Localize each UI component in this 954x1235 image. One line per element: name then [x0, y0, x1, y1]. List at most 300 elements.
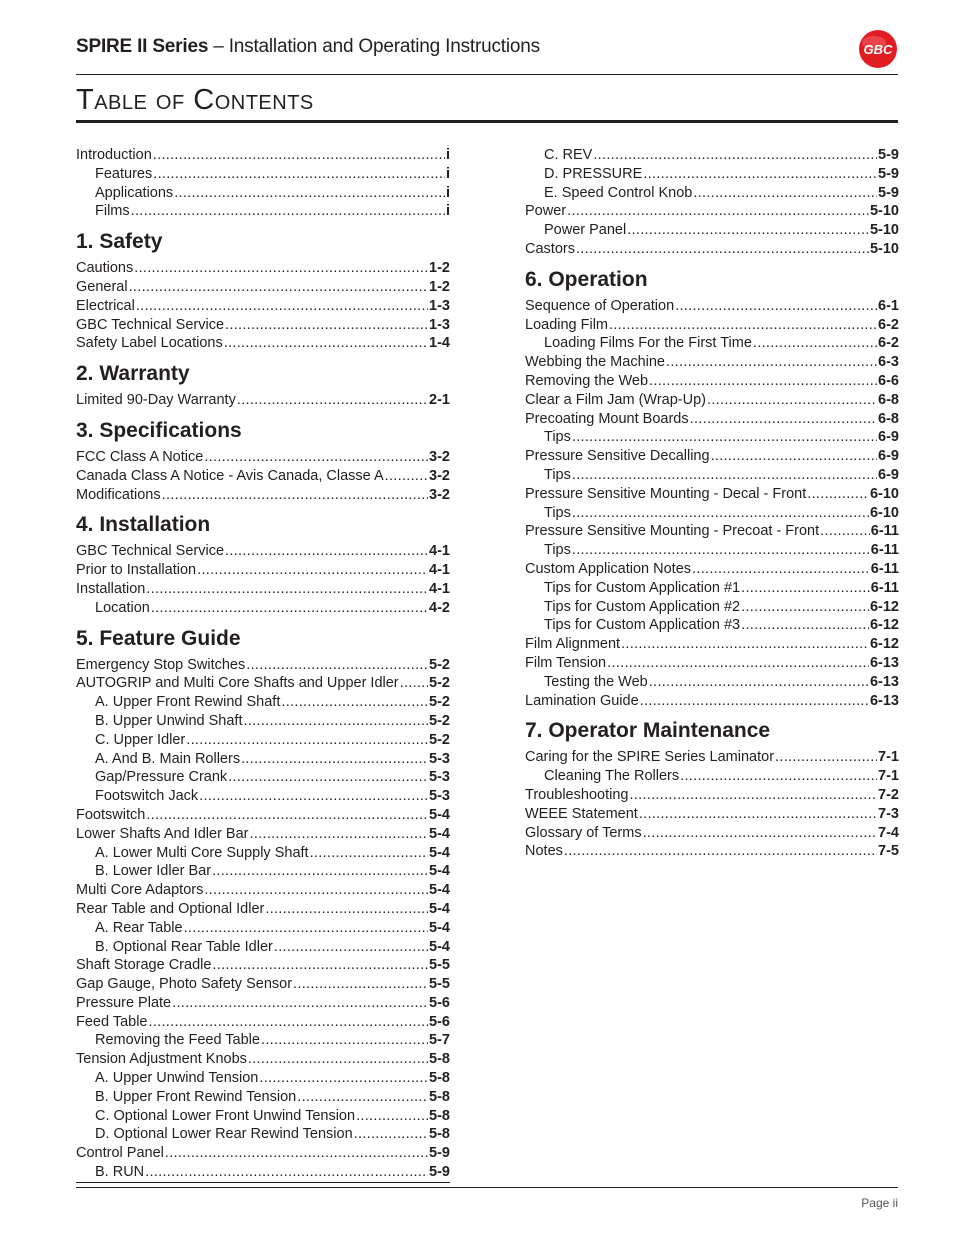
section-heading-safety[interactable]: 1. Safety [76, 230, 163, 254]
toc-entry-label: Introduction [76, 147, 152, 163]
toc-entry-label: Tension Adjustment Knobs [76, 1051, 247, 1068]
dot-leader [225, 316, 428, 335]
toc-entry[interactable] [525, 767, 899, 786]
toc-entry-page: 5-4 [429, 825, 450, 842]
toc-entry-label: Pressure Sensitive Mounting - Decal - Front [525, 485, 807, 502]
dot-leader [204, 448, 428, 467]
toc-entry[interactable] [76, 278, 450, 297]
dot-leader [241, 750, 428, 769]
dot-leader [184, 919, 428, 938]
toc-entry-label: Removing the Web [525, 372, 649, 389]
toc-entry[interactable] [76, 900, 450, 919]
toc-entry[interactable] [525, 748, 899, 767]
toc-entry[interactable] [76, 334, 450, 353]
toc-entry-page: 5-2 [429, 712, 450, 729]
dot-leader [627, 221, 869, 240]
toc-entry-label: Feed Table [76, 1013, 148, 1030]
toc-entry-label: Tips [544, 542, 571, 559]
toc-entry[interactable] [76, 580, 450, 599]
toc-entry-page: i [445, 147, 450, 163]
toc-entry[interactable] [525, 240, 899, 259]
document-subtitle: – Installation and Operating Instructions [208, 36, 540, 57]
dot-leader [274, 938, 428, 957]
toc-entry-label: GBC Technical Service [76, 316, 225, 333]
toc-entry[interactable] [525, 316, 899, 335]
toc-entry[interactable] [525, 579, 899, 598]
dot-leader [148, 1013, 428, 1032]
toc-entry[interactable] [525, 842, 899, 861]
toc-entry-page: 3-2 [429, 486, 450, 503]
toc-group-specifications [76, 448, 450, 504]
toc-entry-page: 6-13 [869, 654, 899, 671]
dot-leader [400, 674, 428, 693]
dot-leader [572, 541, 870, 560]
toc-entry-label: Lower Shafts And Idler Bar [76, 825, 249, 842]
toc-entry-label: D. Optional Lower Rear Rewind Tension [95, 1126, 353, 1143]
toc-entry[interactable] [525, 805, 899, 824]
section-heading-feature-guide[interactable]: 5. Feature Guide [76, 626, 241, 650]
dot-leader [753, 334, 877, 353]
toc-entry-label: Troubleshooting [525, 786, 629, 803]
toc-entry-page: 5-3 [429, 788, 450, 805]
toc-entry[interactable] [525, 635, 899, 654]
dot-leader [741, 579, 870, 598]
dot-leader [212, 956, 428, 975]
toc-entry-label: Films [95, 203, 130, 220]
toc-entry-label: Rear Table and Optional Idler [76, 900, 265, 917]
toc-entry-page: 5-8 [429, 1088, 450, 1105]
toc-entry[interactable] [76, 165, 450, 184]
dot-leader [572, 466, 877, 485]
toc-entry-label: Power [525, 203, 567, 220]
toc-group-maintenance [525, 748, 899, 861]
logo-text: GBC [863, 42, 893, 57]
toc-column-right [525, 146, 899, 861]
dot-leader [572, 504, 869, 523]
toc-entry-label: Precoating Mount Boards [525, 410, 689, 427]
toc-entry-page: 5-10 [869, 203, 899, 220]
toc-entry-label: Tips for Custom Application #3 [544, 617, 741, 634]
toc-column-left [76, 146, 450, 1183]
toc-entry-page: 6-11 [870, 560, 899, 577]
page-title: Table of Contents [76, 84, 314, 116]
toc-entry[interactable] [76, 259, 450, 278]
toc-group-installation [76, 542, 450, 617]
toc-entry[interactable] [76, 391, 450, 410]
dot-leader [649, 372, 877, 391]
dot-leader [145, 1163, 428, 1182]
toc-entry[interactable] [525, 297, 899, 316]
dot-leader [707, 391, 877, 410]
toc-entry-page: 6-9 [878, 448, 899, 465]
toc-entry[interactable] [76, 956, 450, 975]
toc-entry-page: 5-4 [429, 938, 450, 955]
toc-entry[interactable] [76, 542, 450, 561]
toc-entry[interactable] [76, 712, 450, 731]
toc-entry-label: Footswitch [76, 806, 146, 823]
dot-leader [134, 259, 428, 278]
toc-entry-page: 5-9 [429, 1145, 450, 1162]
toc-entry[interactable] [76, 1050, 450, 1069]
toc-entry-label: A. Upper Front Rewind Shaft [95, 694, 281, 711]
dot-leader [572, 428, 877, 447]
toc-entry-label: Castors [525, 240, 575, 257]
toc-entry-label: A. Lower Multi Core Supply Shaft [95, 844, 309, 861]
toc-entry-label: General [76, 278, 128, 295]
toc-entry-label: Pressure Plate [76, 994, 172, 1011]
toc-entry-page: 6-11 [870, 579, 899, 596]
dot-leader [129, 278, 428, 297]
toc-entry[interactable] [76, 656, 450, 675]
toc-entry[interactable] [525, 616, 899, 635]
toc-entry[interactable] [76, 486, 450, 505]
dot-leader [186, 731, 428, 750]
toc-entry-label: Pressure Sensitive Mounting - Precoat - Front [525, 523, 820, 540]
dot-leader [204, 881, 428, 900]
toc-entry[interactable] [525, 485, 899, 504]
toc-entry-page: 5-6 [429, 1013, 450, 1030]
dot-leader [643, 824, 877, 843]
toc-entry-page: 1-3 [429, 297, 450, 314]
toc-entry-page: 1-3 [429, 316, 450, 333]
dot-leader [385, 467, 428, 486]
toc-entry[interactable] [525, 184, 899, 203]
toc-entry[interactable] [525, 522, 899, 541]
dot-leader [250, 825, 429, 844]
toc-entry[interactable] [76, 787, 450, 806]
toc-entry-page: 5-2 [429, 731, 450, 748]
toc-entry-page: 6-12 [869, 598, 899, 615]
toc-entry-label: Caring for the SPIRE Series Laminator [525, 749, 775, 766]
toc-entry-label: B. RUN [95, 1164, 145, 1181]
dot-leader [293, 975, 428, 994]
dot-leader [244, 712, 429, 731]
dot-leader [297, 1088, 428, 1107]
toc-entry[interactable] [76, 1125, 450, 1144]
toc-entry-label: GBC Technical Service [76, 543, 225, 560]
toc-entry[interactable] [76, 938, 450, 957]
toc-entry-page: 5-10 [869, 240, 899, 257]
toc-entry-label: Cleaning The Rollers [544, 768, 680, 785]
dot-leader [162, 486, 428, 505]
toc-entry-page: 1-2 [429, 260, 450, 277]
toc-entry[interactable] [525, 165, 899, 184]
dot-leader [165, 1144, 428, 1163]
toc-entry-label: C. Optional Lower Front Unwind Tension [95, 1107, 356, 1124]
toc-entry[interactable] [76, 448, 450, 467]
toc-entry[interactable] [525, 353, 899, 372]
toc-entry-page: 6-12 [869, 617, 899, 634]
toc-entry-label: Cautions [76, 260, 134, 277]
toc-entry-page: 6-8 [878, 410, 899, 427]
dot-leader [228, 768, 428, 787]
dot-leader [153, 146, 445, 165]
toc-entry-page: 7-2 [878, 786, 899, 803]
toc-entry[interactable] [525, 673, 899, 692]
toc-entry-label: Lamination Guide [525, 692, 639, 709]
toc-entry[interactable] [76, 693, 450, 712]
toc-entry-page: 5-5 [429, 976, 450, 993]
toc-entry[interactable] [525, 541, 899, 560]
toc-entry[interactable] [76, 674, 450, 693]
toc-entry-page: 1-2 [429, 278, 450, 295]
dot-leader [151, 599, 428, 618]
dot-leader [174, 184, 445, 203]
toc-entry[interactable] [525, 466, 899, 485]
toc-entry-label: Gap/Pressure Crank [95, 769, 228, 786]
toc-entry[interactable] [76, 768, 450, 787]
toc-entry-label: Electrical [76, 297, 135, 314]
dot-leader [225, 542, 428, 561]
dot-leader [666, 353, 877, 372]
toc-entry[interactable] [525, 334, 899, 353]
toc-entry-page: 3-2 [429, 448, 450, 465]
toc-entry-page: 5-4 [429, 900, 450, 917]
toc-entry[interactable] [525, 410, 899, 429]
toc-entry[interactable] [76, 184, 450, 203]
toc-entry[interactable] [76, 862, 450, 881]
toc-entry[interactable] [76, 1088, 450, 1107]
dot-leader [621, 635, 869, 654]
dot-leader [224, 334, 428, 353]
toc-entry[interactable] [525, 221, 899, 240]
gbc-logo-icon [858, 29, 898, 69]
toc-entry[interactable] [76, 975, 450, 994]
toc-entry-label: C. Upper Idler [95, 731, 186, 748]
toc-entry-page: 5-6 [429, 994, 450, 1011]
toc-entry-page: 6-13 [869, 692, 899, 709]
dot-leader [237, 391, 428, 410]
toc-entry-page: 5-9 [878, 165, 899, 182]
toc-entry[interactable] [525, 428, 899, 447]
toc-entry-page: 5-8 [429, 1051, 450, 1068]
toc-entry-label: Removing the Feed Table [95, 1032, 260, 1049]
dot-leader [692, 560, 870, 579]
toc-entry-page: 4-1 [429, 562, 450, 579]
toc-entry-page: 5-4 [429, 882, 450, 899]
toc-entry-label: Emergency Stop Switches [76, 656, 246, 673]
toc-group-feature-guide-cont [525, 146, 899, 259]
dot-leader [246, 656, 428, 675]
toc-entry-page: 1-4 [429, 335, 450, 352]
toc-entry-page: 5-8 [429, 1070, 450, 1087]
section-heading-operation[interactable]: 6. Operation [525, 267, 648, 291]
toc-entry[interactable] [525, 786, 899, 805]
toc-entry[interactable] [76, 297, 450, 316]
document-title [76, 36, 540, 58]
title-rule [76, 120, 898, 123]
toc-entry[interactable] [525, 692, 899, 711]
dot-leader [649, 673, 869, 692]
toc-entry-label: Film Alignment [525, 636, 621, 653]
toc-entry-page: 5-8 [429, 1107, 450, 1124]
toc-entry-label: Webbing the Machine [525, 354, 665, 371]
toc-entry-label: Features [95, 165, 153, 182]
toc-entry-label: Sequence of Operation [525, 297, 675, 314]
toc-entry[interactable] [76, 467, 450, 486]
toc-entry-label: Prior to Installation [76, 562, 197, 579]
toc-entry[interactable] [76, 750, 450, 769]
toc-entry-page: 7-3 [878, 805, 899, 822]
toc-group-feature-guide [76, 656, 450, 1183]
toc-group-warranty [76, 391, 450, 410]
toc-entry[interactable] [76, 1013, 450, 1032]
toc-entry-label: Tips [544, 504, 571, 521]
toc-entry-label: Tips [544, 429, 571, 446]
toc-entry-label: E. Speed Control Knob [544, 184, 693, 201]
toc-entry-page: 5-3 [429, 769, 450, 786]
toc-entry-label: A. And B. Main Rollers [95, 750, 241, 767]
toc-entry-label: Installation [76, 580, 146, 597]
toc-entry-page: 6-1 [878, 297, 899, 314]
toc-entry-label: Power Panel [544, 222, 627, 239]
toc-entry-label: A. Upper Unwind Tension [95, 1070, 259, 1087]
toc-entry-page: 4-1 [429, 580, 450, 597]
page-header [76, 34, 898, 74]
toc-entry[interactable] [525, 202, 899, 221]
toc-entry[interactable] [76, 1107, 450, 1126]
dot-leader [675, 297, 877, 316]
toc-entry-label: Custom Application Notes [525, 560, 692, 577]
dot-leader [609, 316, 877, 335]
toc-entry[interactable] [76, 844, 450, 863]
toc-entry-label: A. Rear Table [95, 919, 183, 936]
toc-entry[interactable] [76, 561, 450, 580]
toc-entry-label: Modifications [76, 486, 161, 503]
toc-entry-label: Shaft Storage Cradle [76, 957, 212, 974]
toc-entry-label: Control Panel [76, 1145, 164, 1162]
toc-entry-page: 5-2 [429, 656, 450, 673]
toc-entry-page: 6-11 [870, 542, 899, 559]
toc-entry[interactable] [76, 202, 450, 221]
dot-leader [265, 900, 428, 919]
toc-entry[interactable] [525, 824, 899, 843]
toc-entry-page: 6-9 [878, 466, 899, 483]
toc-entry[interactable] [76, 316, 450, 335]
toc-entry[interactable] [76, 919, 450, 938]
section-heading-warranty[interactable]: 2. Warranty [76, 362, 190, 386]
toc-entry[interactable] [525, 504, 899, 523]
toc-entry-label: Notes [525, 843, 563, 860]
toc-entry[interactable] [525, 391, 899, 410]
toc-group-intro [76, 146, 450, 221]
toc-entry-label: B. Upper Unwind Shaft [95, 712, 243, 729]
dot-leader [607, 654, 869, 673]
toc-entry-label: Limited 90-Day Warranty [76, 392, 236, 409]
dot-leader [146, 806, 428, 825]
toc-entry-page: 6-2 [878, 335, 899, 352]
toc-entry-page: 5-4 [429, 919, 450, 936]
section-heading-operator-maintenance[interactable]: 7. Operator Maintenance [525, 719, 771, 743]
section-heading-specifications[interactable]: 3. Specifications [76, 418, 242, 442]
toc-entry-label: Clear a Film Jam (Wrap-Up) [525, 391, 707, 408]
dot-leader [197, 561, 428, 580]
toc-entry[interactable] [76, 1163, 450, 1183]
section-heading-installation[interactable]: 4. Installation [76, 513, 211, 537]
dot-leader [807, 485, 869, 504]
toc-entry[interactable] [76, 599, 450, 618]
toc-entry-label: Loading Film [525, 316, 609, 333]
toc-entry[interactable] [76, 1144, 450, 1163]
toc-entry-label: Footswitch Jack [95, 788, 199, 805]
toc-entry-label: FCC Class A Notice [76, 448, 204, 465]
toc-entry-page: 6-3 [878, 354, 899, 371]
toc-entry-label: Location [95, 599, 150, 616]
toc-entry-page: 5-4 [429, 863, 450, 880]
header-rule [76, 74, 898, 75]
toc-entry-page: 5-2 [429, 694, 450, 711]
dot-leader [136, 297, 428, 316]
toc-entry-page: 7-5 [878, 843, 899, 860]
toc-entry[interactable] [525, 560, 899, 579]
dot-leader [261, 1031, 428, 1050]
toc-entry[interactable] [525, 654, 899, 673]
toc-entry-label: Glossary of Terms [525, 824, 642, 841]
dot-leader [741, 598, 869, 617]
toc-entry[interactable] [76, 1031, 450, 1050]
dot-leader [820, 522, 870, 541]
toc-entry-page: 6-13 [869, 673, 899, 690]
toc-entry-page: 2-1 [429, 392, 450, 409]
toc-entry-page: 5-3 [429, 750, 450, 767]
toc-entry[interactable] [525, 372, 899, 391]
dot-leader [199, 787, 428, 806]
toc-entry-page: 6-12 [869, 636, 899, 653]
toc-entry-page: 5-10 [869, 222, 899, 239]
dot-leader [629, 786, 877, 805]
toc-entry[interactable] [76, 994, 450, 1013]
toc-entry-page: 5-4 [429, 844, 450, 861]
toc-entry[interactable] [525, 146, 899, 165]
toc-entry-page: 5-7 [429, 1032, 450, 1049]
toc-entry-label: Canada Class A Notice - Avis Canada, Classe A [76, 467, 384, 484]
dot-leader [146, 580, 428, 599]
dot-leader [153, 165, 445, 184]
toc-entry-page: 6-6 [878, 372, 899, 389]
toc-entry-label: B. Optional Rear Table Idler [95, 938, 273, 955]
toc-entry[interactable] [525, 598, 899, 617]
dot-leader [741, 616, 869, 635]
dot-leader [310, 844, 428, 863]
toc-entry-page: 6-11 [870, 523, 899, 540]
toc-entry[interactable] [76, 806, 450, 825]
toc-entry[interactable] [76, 731, 450, 750]
toc-entry-label: Gap Gauge, Photo Safety Sensor [76, 976, 293, 993]
toc-entry-label: AUTOGRIP and Multi Core Shafts and Upper Idler [76, 675, 399, 692]
dot-leader [564, 842, 877, 861]
dot-leader [567, 202, 869, 221]
toc-entry-page: 4-2 [429, 599, 450, 616]
dot-leader [281, 693, 428, 712]
toc-entry-page: 7-1 [878, 768, 899, 785]
dot-leader [172, 994, 428, 1013]
dot-leader [680, 767, 877, 786]
toc-entry[interactable] [76, 881, 450, 900]
series-name: SPIRE II Series [76, 36, 209, 57]
dot-leader [775, 748, 877, 767]
toc-entry[interactable] [525, 447, 899, 466]
toc-entry-page: 5-9 [429, 1164, 450, 1181]
page-number: Page ii [861, 1196, 898, 1210]
toc-entry[interactable] [76, 825, 450, 844]
toc-entry[interactable] [76, 146, 450, 165]
dot-leader [131, 202, 445, 221]
dot-leader [643, 165, 877, 184]
toc-entry[interactable] [76, 1069, 450, 1088]
toc-group-operation [525, 297, 899, 711]
toc-entry-page: i [445, 165, 450, 182]
dot-leader [356, 1107, 428, 1126]
